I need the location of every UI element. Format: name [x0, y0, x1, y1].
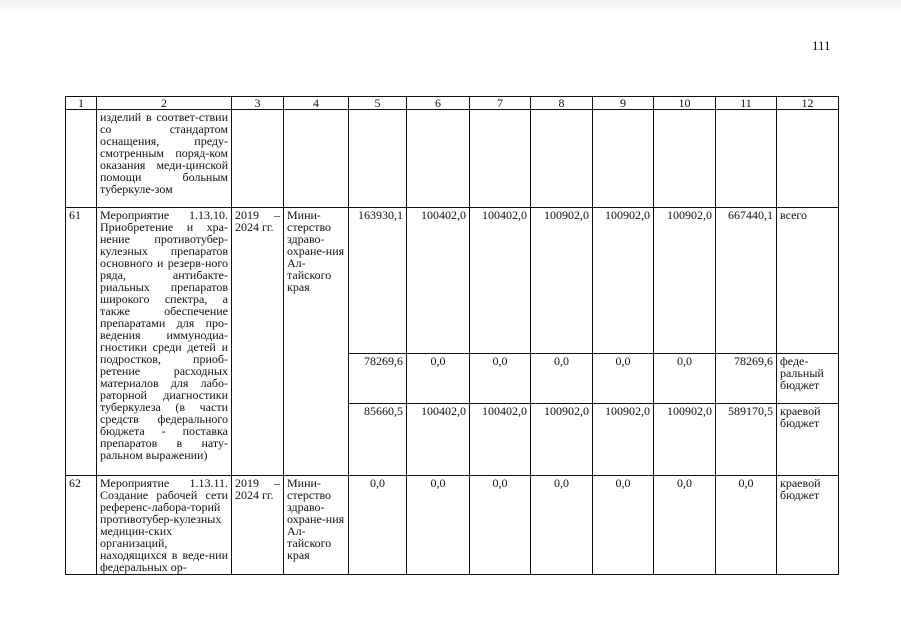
value-cell: 100402,0 [470, 404, 531, 476]
period-cell: 2019 – 2024 гг. [232, 208, 284, 476]
header-cell: 10 [654, 97, 716, 110]
table-row [66, 110, 839, 208]
table-row [66, 476, 839, 575]
value-cell [716, 110, 777, 208]
source-cell: краевой бюджет [777, 404, 839, 476]
header-cell: 2 [97, 97, 232, 110]
value-cell: 0,0 [531, 476, 593, 575]
value-cell [654, 110, 716, 208]
value-cell: 0,0 [470, 354, 531, 404]
executor-cell: Мини-стерство здраво-охране-ния Ал-тайского края [284, 208, 349, 476]
value-cell: 100902,0 [654, 404, 716, 476]
source-cell [777, 110, 839, 208]
header-cell: 6 [407, 97, 470, 110]
value-cell [593, 110, 654, 208]
period-cell: 2019 – 2024 гг. [232, 476, 284, 575]
header-cell: 4 [284, 97, 349, 110]
value-cell [531, 110, 593, 208]
value-cell: 0,0 [531, 354, 593, 404]
row-number-cell: 62 [66, 476, 97, 575]
period-cell [232, 110, 284, 208]
header-cell: 7 [470, 97, 531, 110]
value-cell: 0,0 [407, 354, 470, 404]
value-cell: 85660,5 [349, 404, 407, 476]
value-cell: 0,0 [716, 476, 777, 575]
value-cell: 100902,0 [531, 404, 593, 476]
value-cell: 0,0 [654, 354, 716, 404]
value-cell: 100902,0 [531, 208, 593, 354]
value-cell [470, 110, 531, 208]
value-cell: 100402,0 [407, 208, 470, 354]
scan-edge [0, 0, 901, 12]
header-cell: 8 [531, 97, 593, 110]
value-cell: 667440,1 [716, 208, 777, 354]
source-cell: краевой бюджет [777, 476, 839, 575]
value-cell: 100402,0 [470, 208, 531, 354]
header-cell: 3 [232, 97, 284, 110]
value-cell: 0,0 [407, 476, 470, 575]
executor-cell [284, 110, 349, 208]
value-cell: 0,0 [593, 476, 654, 575]
page-number: 111 [812, 38, 831, 53]
value-cell: 0,0 [593, 354, 654, 404]
executor-cell: Мини-стерство здраво-охране-ния Ал-тайского края [284, 476, 349, 575]
description-cell: изделий в соответ-ствии со стандартом оснащения, преду-смотренным поряд-ком оказания меди-цинской помощи больным туберкуле-зом [97, 110, 232, 208]
value-cell: 100902,0 [654, 208, 716, 354]
header-cell: 5 [349, 97, 407, 110]
value-cell: 0,0 [349, 476, 407, 575]
value-cell [407, 110, 470, 208]
budget-table [65, 96, 839, 575]
row-number-cell [66, 110, 97, 208]
value-cell: 78269,6 [349, 354, 407, 404]
value-cell: 100902,0 [593, 208, 654, 354]
value-cell [349, 110, 407, 208]
table-row [66, 208, 839, 354]
description-cell: Мероприятие 1.13.11. Создание рабочей сети референс-лабора-торий противотубер-кулезных медицин-ских организаций, находящихся в веде-нии федеральных ор- [97, 476, 232, 575]
description-cell: Мероприятие 1.13.10. Приобретение и хра-нение противотубер-кулезных препаратов основного и резерв-ного ряда, антибакте-риальных препаратов широкого спектра, а также обеспечение препаратами для про-ведения иммунодиа-гностики среди детей и подростков, приоб-ретение расходных материалов для лабо-раторной диагностики туберкулеза (в части средств федерального бюджета - поставка препаратов в нату-ральном выражении) [97, 208, 232, 476]
value-cell: 0,0 [654, 476, 716, 575]
header-cell: 11 [716, 97, 777, 110]
header-cell: 9 [593, 97, 654, 110]
header-row [66, 97, 839, 110]
value-cell: 100402,0 [407, 404, 470, 476]
value-cell: 163930,1 [349, 208, 407, 354]
value-cell: 100902,0 [593, 404, 654, 476]
header-cell: 12 [777, 97, 839, 110]
value-cell: 78269,6 [716, 354, 777, 404]
source-cell: всего [777, 208, 839, 354]
value-cell: 589170,5 [716, 404, 777, 476]
value-cell: 0,0 [470, 476, 531, 575]
source-cell: феде-ральный бюджет [777, 354, 839, 404]
header-cell: 1 [66, 97, 97, 110]
row-number-cell: 61 [66, 208, 97, 476]
